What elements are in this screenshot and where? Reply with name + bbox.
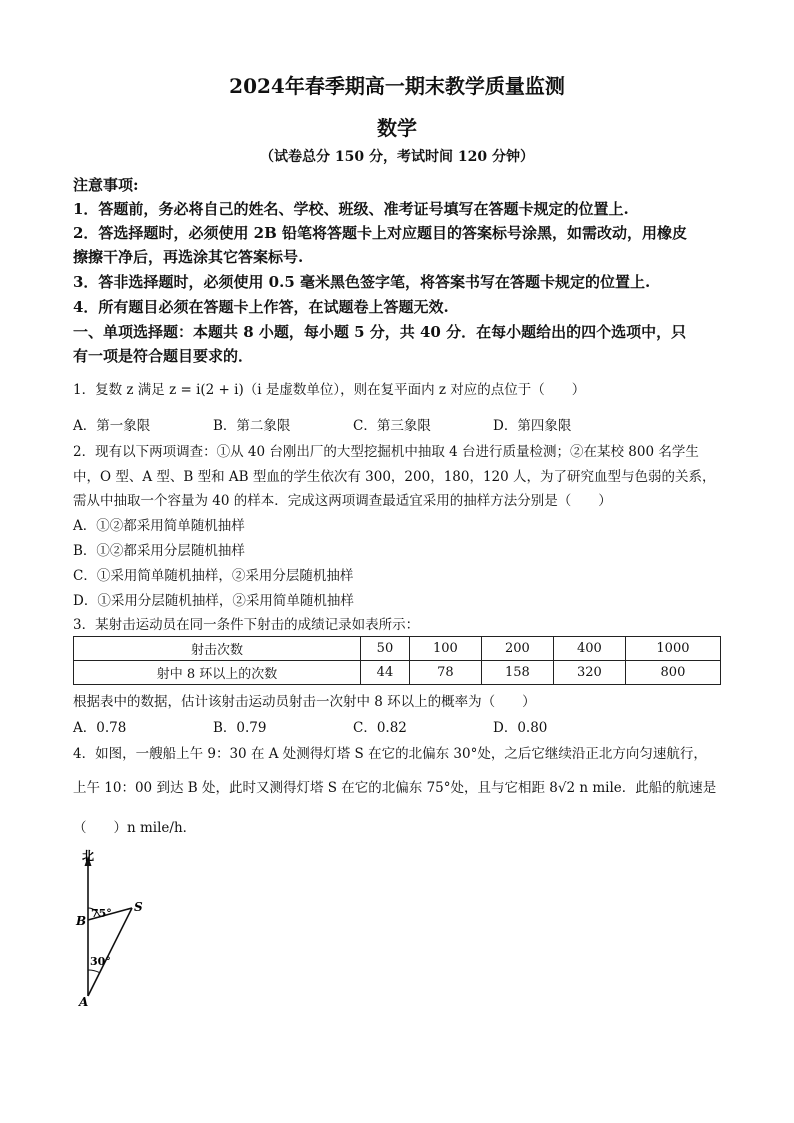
q1-stem: 1．复数 z 满足 z = i(2 + i)（i 是虚数单位），则在复平面内 z 对应的点位于（ ） (73, 382, 586, 398)
q2-option-a: A．①②都采用简单随机抽样 (73, 518, 245, 534)
table-cell: 200 (481, 637, 553, 661)
angle-label-30: 30° (90, 955, 111, 968)
point-b-label: B (76, 914, 87, 928)
line-as (88, 908, 132, 996)
table-cell: 158 (481, 661, 553, 685)
table-row (74, 661, 721, 685)
q2-line-1: 2．现有以下两项调查：①从 40 台刚出厂的大型挖掘机中抽取 4 台进行质量检测；②在某校 800 名学生 (73, 444, 699, 460)
q2-line-3: 需从中抽取一个容量为 40 的样本．完成这两项调查最适宜采用的抽样方法分别是（ ） (73, 493, 612, 509)
table-cell: 44 (361, 661, 410, 685)
note-3: 3．答非选择题时，必须使用 0.5 毫米黑色签字笔，将答案书写在答题卡规定的位置上. (73, 273, 651, 291)
q4-line-2: 上午 10：00 到达 B 处，此时又测得灯塔 S 在它的北偏东 75°处，且与它相距 8√2 n mile．此船的航速是 (73, 780, 717, 796)
table-cell: 1000 (625, 637, 720, 661)
north-label: 北 (82, 849, 95, 863)
table-cell: 800 (625, 661, 720, 685)
section-heading-2: 有一项是符合题目要求的． (73, 347, 254, 365)
table-row-label: 射中 8 环以上的次数 (74, 661, 361, 685)
q2-option-c: C．①采用简单随机抽样，②采用分层随机抽样 (73, 568, 354, 584)
q3-option-d: D．0.80 (493, 720, 548, 736)
table-row (74, 637, 721, 661)
exam-subject: 数学 (377, 116, 417, 140)
point-s-label: S (134, 900, 143, 914)
table-cell: 400 (553, 637, 625, 661)
q1-option-b: B．第二象限 (213, 418, 291, 434)
q4-figure (70, 848, 170, 1008)
table-cell: 78 (409, 661, 481, 685)
q3-option-b: B．0.79 (213, 720, 267, 736)
angle-label-75: 75° (91, 907, 112, 920)
note-1: 1．答题前，务必将自己的姓名、学校、班级、准考证号填写在答题卡规定的位置上. (73, 200, 629, 218)
q3-after-table: 根据表中的数据，估计该射击运动员射击一次射中 8 环以上的概率为（ ） (73, 694, 536, 710)
table-cell: 50 (361, 637, 410, 661)
note-2-cont: 擦擦干净后，再选涂其它答案标号. (73, 248, 304, 266)
exam-info: （试卷总分 150 分，考试时间 120 分钟） (260, 149, 534, 165)
q3-stem: 3．某射击运动员在同一条件下射击的成绩记录如表所示： (73, 617, 420, 633)
q1-option-a: A．第一象限 (73, 418, 151, 434)
angle-arc-bottom (88, 970, 100, 973)
table-cell: 100 (409, 637, 481, 661)
point-a-label: A (79, 995, 89, 1008)
note-4: 4．所有题目必须在答题卡上作答，在试题卷上答题无效. (73, 298, 449, 316)
q4-line-1: 4．如图，一艘船上午 9：30 在 A 处测得灯塔 S 在它的北偏东 30°处，之后它继续沿正北方向匀速航行， (73, 746, 707, 762)
q2-option-d: D．①采用分层随机抽样，②采用简单随机抽样 (73, 593, 354, 609)
table-cell: 320 (553, 661, 625, 685)
q1-option-c: C．第三象限 (353, 418, 431, 434)
q3-option-c: C．0.82 (353, 720, 407, 736)
q4-line-3: （ ）n mile/h． (73, 820, 197, 836)
exam-title: 2024年春季期高一期末教学质量监测 (229, 74, 565, 98)
q2-option-b: B．①②都采用分层随机抽样 (73, 543, 245, 559)
notes-heading: 注意事项: (73, 176, 139, 194)
q3-option-a: A．0.78 (73, 720, 127, 736)
table-row-label: 射击次数 (74, 637, 361, 661)
q1-option-d: D．第四象限 (493, 418, 572, 434)
section-heading-1: 一、单项选择题：本题共 8 小题，每小题 5 分，共 40 分．在每小题给出的四个选项中，只 (73, 323, 687, 341)
q3-table (73, 636, 721, 685)
note-2: 2．答选择题时，必须使用 2B 铅笔将答题卡上对应题目的答案标号涂黑，如需改动，用橡皮 (73, 224, 688, 242)
q2-line-2: 中，O 型、A 型、B 型和 AB 型血的学生依次有 300，200，180，120 人，为了研究血型与色弱的关系， (73, 469, 716, 485)
